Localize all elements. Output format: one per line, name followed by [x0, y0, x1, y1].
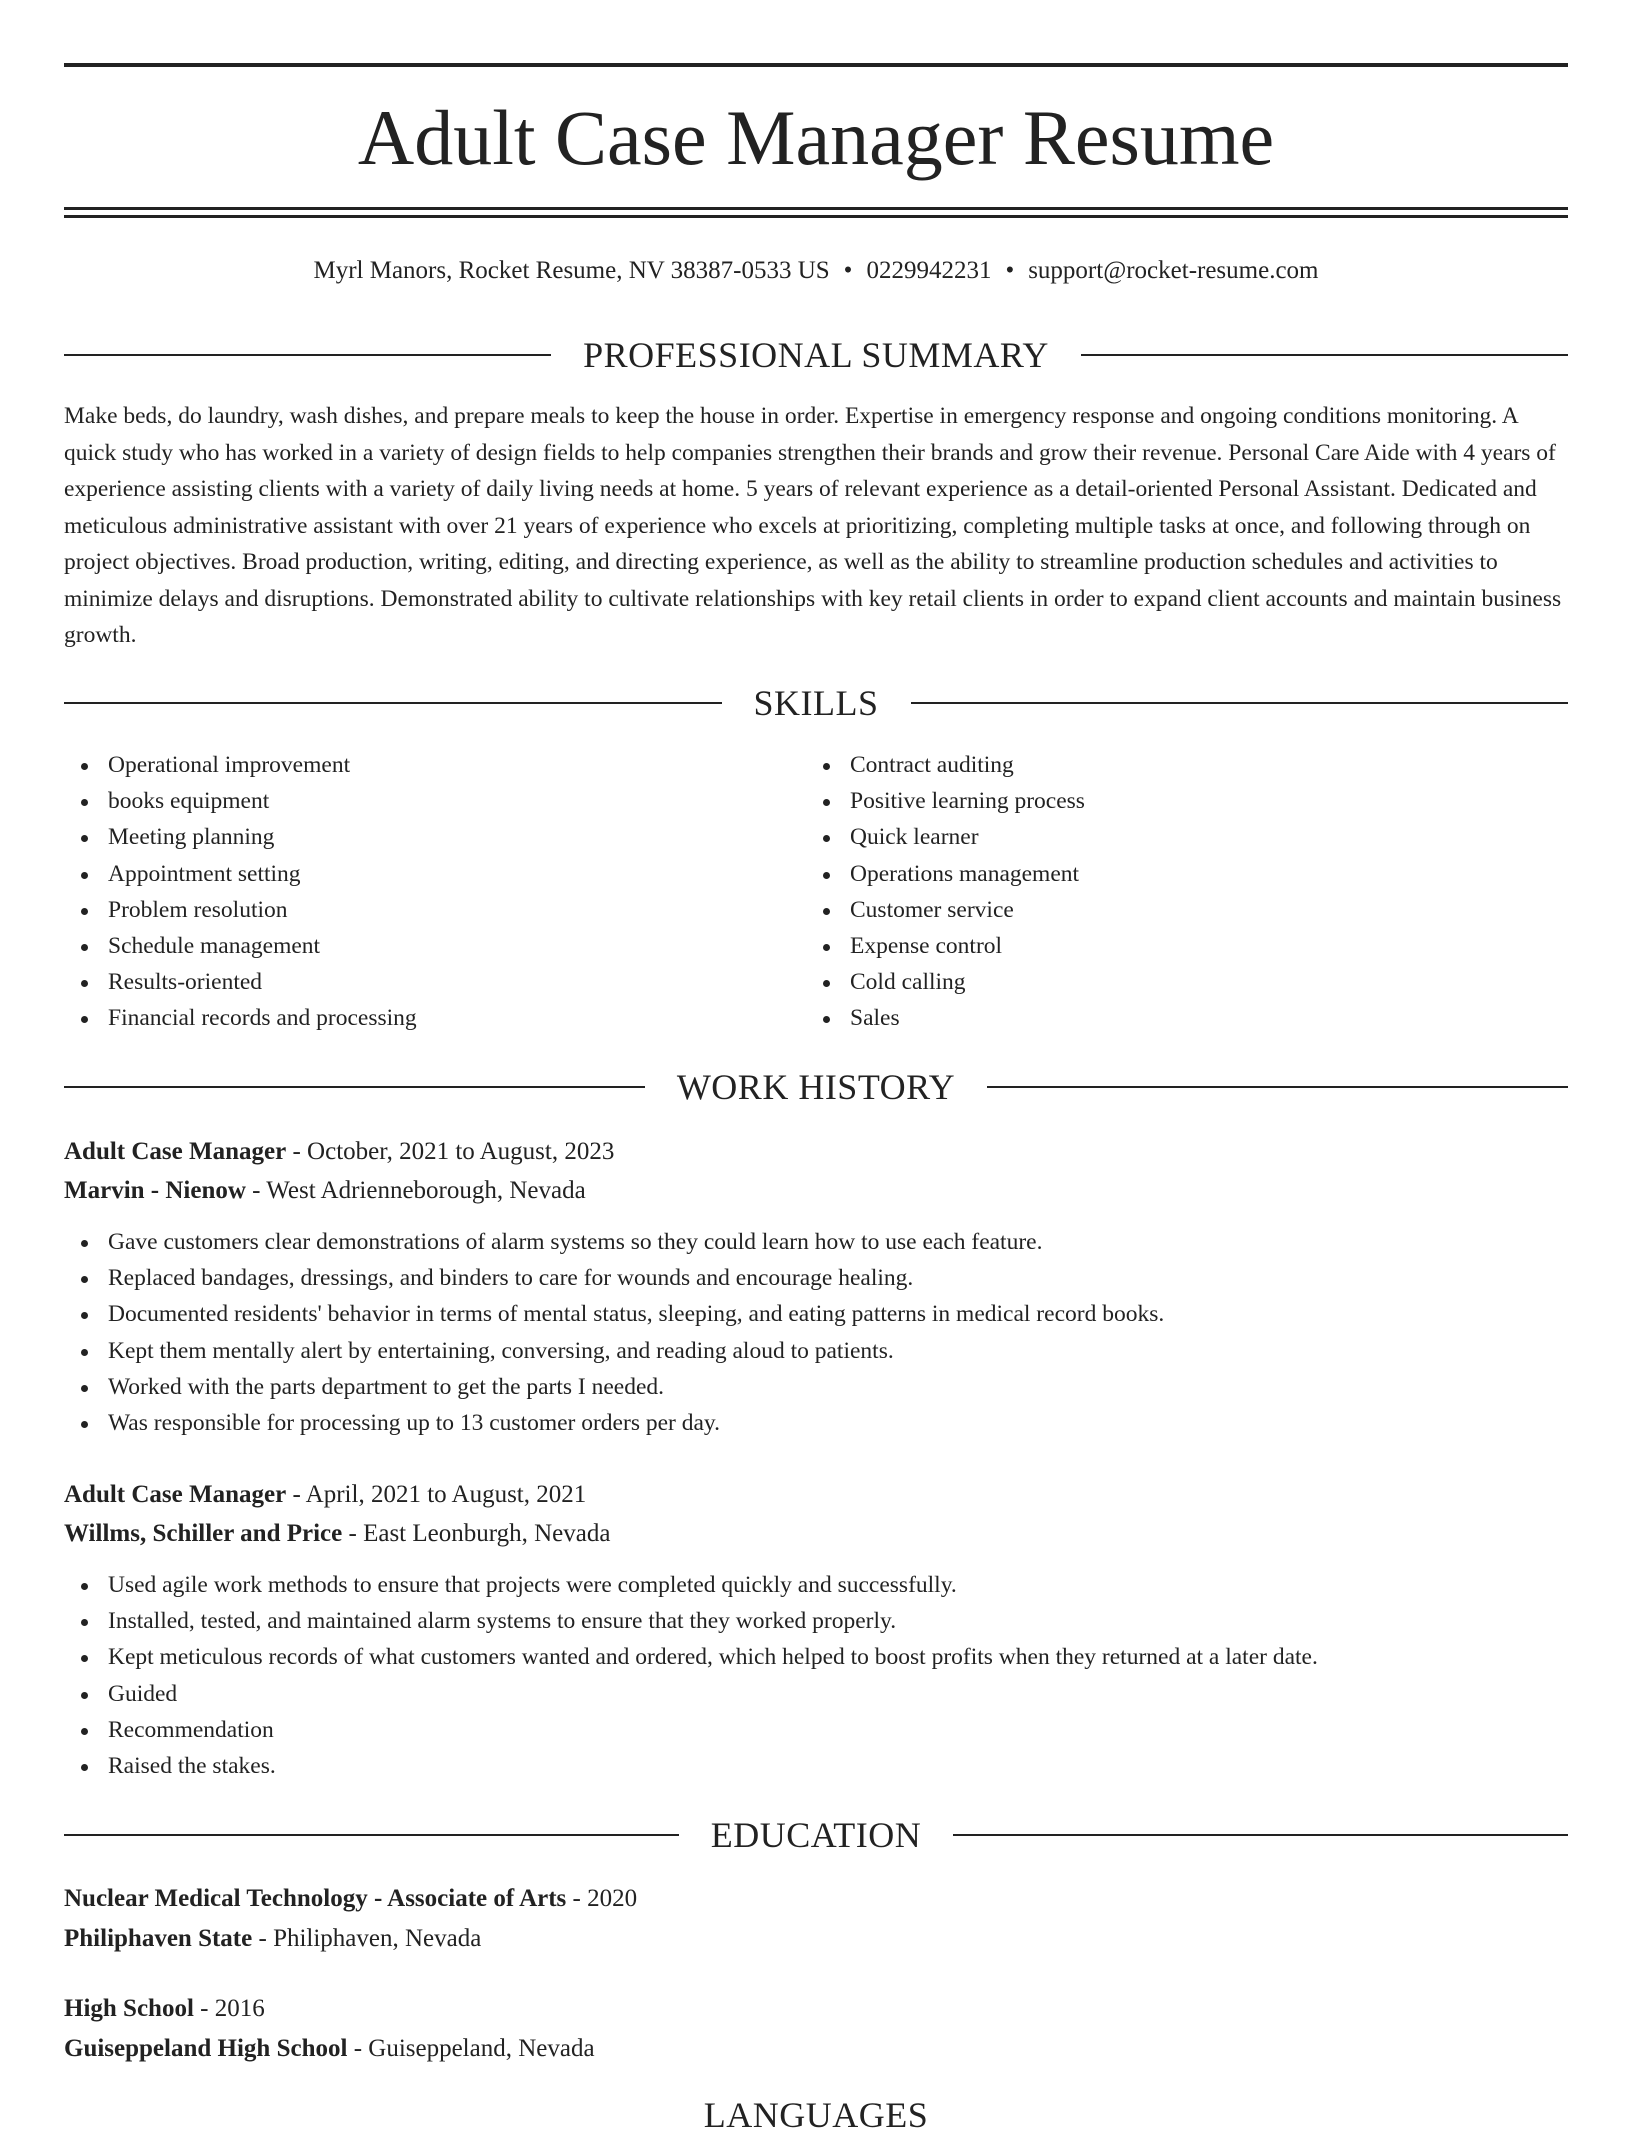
skill-item: Customer service	[806, 892, 1548, 928]
dash: -	[252, 1925, 274, 1952]
job-dates: April, 2021 to August, 2021	[305, 1481, 587, 1508]
contact-separator: •	[843, 257, 853, 284]
duty-item: Replaced bandages, dressings, and binders to care for wounds and encourage healing.	[64, 1260, 1568, 1296]
duty-item: Guided	[64, 1676, 1568, 1712]
edu-year: 2020	[587, 1885, 638, 1912]
skill-item: Financial records and processing	[64, 1000, 806, 1036]
job-title: Adult Case Manager	[64, 1138, 287, 1165]
education-entry	[64, 1989, 1568, 2069]
duty-item: Installed, tested, and maintained alarm systems to ensure that they worked properly.	[64, 1603, 1568, 1639]
skill-item: Sales	[806, 1000, 1548, 1036]
edu-location: Guiseppeland, Nevada	[368, 2035, 595, 2062]
skill-item: Contract auditing	[806, 747, 1548, 783]
contact-separator: •	[1005, 257, 1015, 284]
edu-location: Philiphaven, Nevada	[273, 1925, 482, 1952]
job-title: Adult Case Manager	[64, 1481, 287, 1508]
skill-item: Operations management	[806, 856, 1548, 892]
section-title-summary: PROFESSIONAL SUMMARY	[583, 335, 1049, 375]
skill-item: Quick learner	[806, 819, 1548, 855]
section-rule	[64, 702, 722, 704]
section-rule	[1081, 354, 1568, 356]
section-rule	[987, 1086, 1568, 1088]
duty-item: Worked with the parts department to get the parts I needed.	[64, 1369, 1568, 1405]
section-header-skills	[64, 681, 1568, 725]
section-title-skills: SKILLS	[753, 683, 879, 723]
summary-text: Make beds, do laundry, wash dishes, and prepare meals to keep the house in order. Expertise in emergency response and ongoing conditions monitoring. A quick study who has worked in a variety of design fields to help companies strengthen their brands and grow their revenue. Personal Care Aide with 4 years of experience assisting clients with a variety of daily living needs at home. 5 years of relevant experience as a detail-oriented Personal Assistant. Dedicated and meticulous administrative assistant with over 21 years of experience who excels at prioritizing, completing multiple tasks at once, and following through on project objectives. Broad production, writing, editing, and directing experience, as well as the ability to streamline production schedules and activities to minimize delays and disruptions. Demonstrated ability to cultivate relationships with key retail clients in order to expand client accounts and maintain business growth.	[64, 403, 1562, 648]
job-location: East Leonburgh, Nevada	[363, 1520, 611, 1547]
job-duties	[64, 1224, 1568, 1441]
job-company-line	[64, 1171, 1568, 1210]
job-title-line	[64, 1475, 1568, 1514]
duty-item: Was responsible for processing up to 13 customer orders per day.	[64, 1405, 1568, 1441]
edu-school: Philiphaven State	[64, 1925, 253, 1952]
resume-title: Adult Case Manager Resume	[357, 94, 1275, 181]
edu-year: 2016	[214, 1995, 265, 2022]
section-title-education: EDUCATION	[710, 1815, 922, 1855]
job-location: West Adrienneborough, Nevada	[266, 1177, 586, 1204]
skill-item: Operational improvement	[64, 747, 806, 783]
contact-line	[64, 254, 1568, 288]
duty-item: Raised the stakes.	[64, 1748, 1568, 1784]
job-company: Willms, Schiller and Price	[64, 1520, 343, 1547]
duty-item: Kept them mentally alert by entertaining, conversing, and reading aloud to patients.	[64, 1333, 1568, 1369]
duty-item: Gave customers clear demonstrations of alarm systems so they could learn how to use each feature.	[64, 1224, 1568, 1260]
title-rule-lower	[64, 215, 1568, 218]
duty-item: Used agile work methods to ensure that projects were completed quickly and successfully.	[64, 1567, 1568, 1603]
dash: -	[286, 1138, 308, 1165]
section-header-summary	[64, 333, 1568, 377]
job-entry	[64, 1132, 1568, 1441]
contact-address: Myrl Manors, Rocket Resume, NV 38387-0533 US	[313, 257, 830, 284]
skill-item: Schedule management	[64, 928, 806, 964]
skill-item: Expense control	[806, 928, 1548, 964]
education-entry	[64, 1879, 1568, 1959]
job-duties	[64, 1567, 1568, 1784]
section-rule	[64, 354, 551, 356]
contact-phone: 0229942231	[866, 257, 992, 284]
title-rule-upper	[64, 207, 1568, 210]
skill-item: Appointment setting	[64, 856, 806, 892]
edu-degree-line	[64, 1879, 1568, 1919]
top-rule	[64, 63, 1568, 67]
section-title-languages: LANGUAGES	[703, 2095, 929, 2135]
skill-item: books equipment	[64, 783, 806, 819]
edu-school-line	[64, 2029, 1568, 2069]
skills-columns	[64, 747, 1568, 1037]
section-rule	[64, 1086, 645, 1088]
edu-degree: High School	[64, 1995, 194, 2022]
edu-school-line	[64, 1919, 1568, 1959]
contact-email: support@rocket-resume.com	[1028, 257, 1319, 284]
job-company: Marvin - Nienow	[64, 1177, 246, 1204]
section-rule	[953, 1834, 1568, 1836]
dash: -	[286, 1481, 306, 1508]
edu-degree-line	[64, 1989, 1568, 2029]
dash: -	[566, 1885, 588, 1912]
job-dates: October, 2021 to August, 2023	[307, 1138, 615, 1165]
duty-item: Documented residents' behavior in terms of mental status, sleeping, and eating patterns in medical record books.	[64, 1296, 1568, 1332]
skill-item: Results-oriented	[64, 964, 806, 1000]
duty-item: Recommendation	[64, 1712, 1568, 1748]
dash: -	[193, 1995, 215, 2022]
dash: -	[347, 2035, 369, 2062]
dash: -	[342, 1520, 364, 1547]
section-rule	[64, 1834, 679, 1836]
skill-item: Problem resolution	[64, 892, 806, 928]
section-header-languages	[64, 2093, 1568, 2137]
section-rule	[911, 702, 1569, 704]
skills-list-left	[64, 747, 806, 1037]
job-company-line	[64, 1514, 1568, 1553]
section-header-education	[64, 1813, 1568, 1857]
job-title-line	[64, 1132, 1568, 1171]
skills-list-right	[806, 747, 1548, 1037]
skill-item: Cold calling	[806, 964, 1548, 1000]
skill-item: Positive learning process	[806, 783, 1548, 819]
skill-item: Meeting planning	[64, 819, 806, 855]
edu-school: Guiseppeland High School	[64, 2035, 348, 2062]
duty-item: Kept meticulous records of what customers wanted and ordered, which helped to boost profits when they returned at a later date.	[64, 1639, 1568, 1675]
edu-degree: Nuclear Medical Technology - Associate of Arts	[64, 1885, 567, 1912]
section-header-work	[64, 1065, 1568, 1109]
dash: -	[245, 1177, 267, 1204]
job-entry	[64, 1475, 1568, 1784]
section-title-work: WORK HISTORY	[676, 1067, 956, 1107]
